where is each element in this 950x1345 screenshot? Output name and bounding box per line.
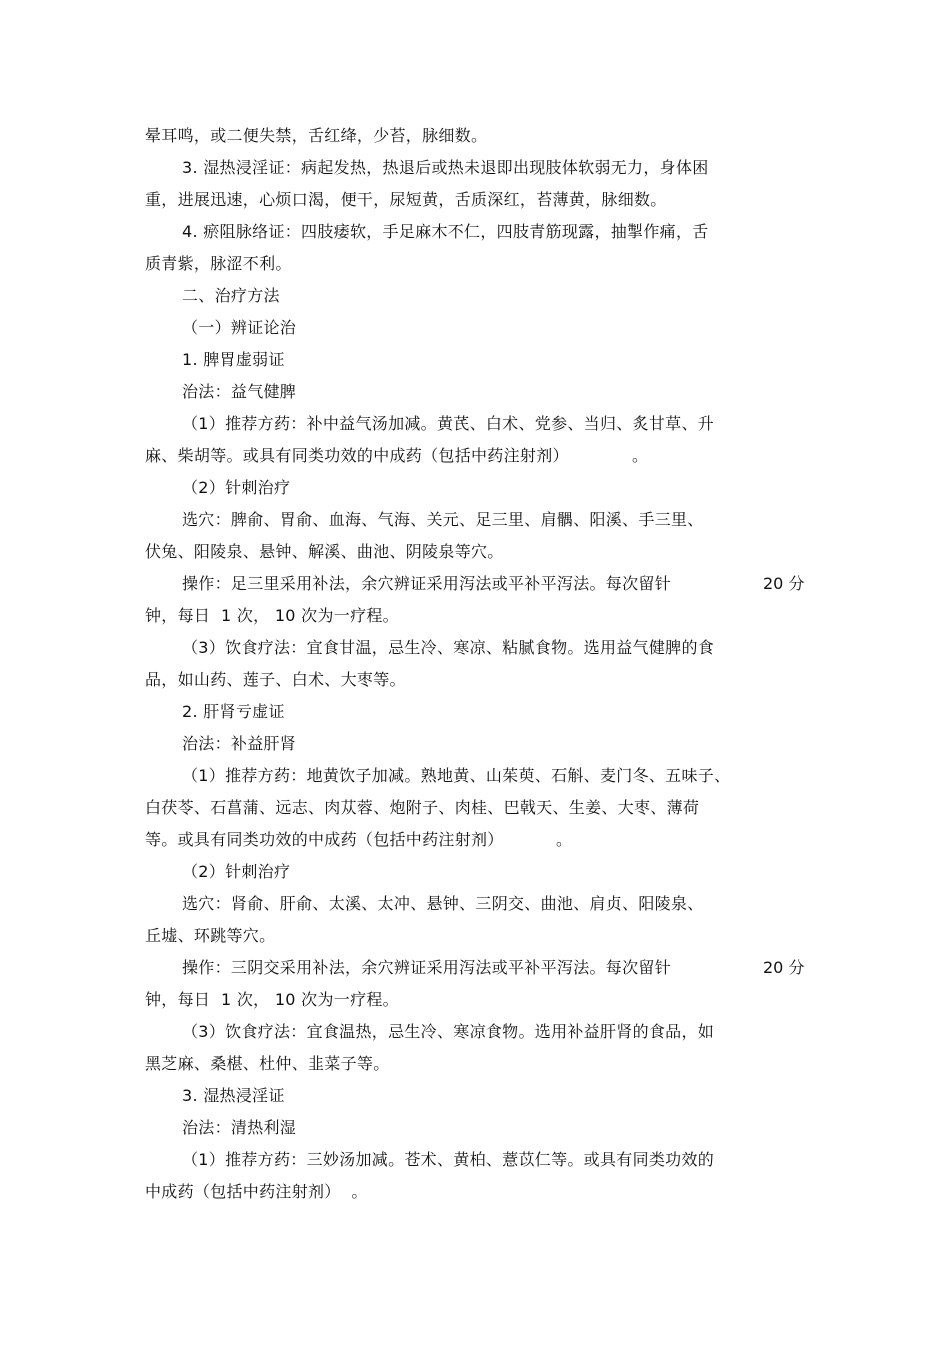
text-line-trail: 。 (556, 830, 573, 849)
text-line: 治法：益气健脾 (182, 382, 297, 401)
text-line: （2）针刺治疗 (182, 478, 291, 497)
text-line: （1）推荐方药：地黄饮子加减。熟地黄、山茱萸、石斛、麦门冬、五味子、 (182, 766, 731, 785)
text-line: 选穴：肾俞、肝俞、太溪、太冲、悬钟、三阴交、曲池、肩贞、阳陵泉、 (182, 894, 704, 913)
text-line: （3）饮食疗法：宜食温热，忌生冷、寒凉食物。选用补益肝肾的食品，如 (182, 1022, 715, 1041)
text-line-trail: 20 分 (763, 958, 805, 977)
text-line: 中成药（包括中药注射剂） 。 (145, 1182, 368, 1201)
text-line: 品，如山药、莲子、白术、大枣等。 (145, 670, 406, 689)
text-line: 晕耳鸣，或二便失禁，舌红绛，少苔，脉细数。 (145, 126, 488, 145)
text-line: 白茯苓、石菖蒲、远志、肉苁蓉、炮附子、肉桂、巴戟天、生姜、大枣、薄荷 (145, 798, 700, 817)
text-line: 操作：三阴交采用补法，余穴辨证采用泻法或平补平泻法。每次留针 (182, 958, 672, 977)
item-heading: 1. 脾胃虚弱证 (182, 350, 285, 369)
item-heading: 3. 湿热浸淫证 (182, 1086, 285, 1105)
text-line: 治法：补益肝肾 (182, 734, 297, 753)
text-line-trail: 20 分 (763, 574, 805, 593)
text-line: 麻、柴胡等。或具有同类功效的中成药（包括中药注射剂） (145, 446, 569, 465)
text-line: 选穴：脾俞、胃俞、血海、气海、关元、足三里、肩髃、阳溪、手三里、 (182, 510, 704, 529)
text-line: 伏兔、阳陵泉、悬钟、解溪、曲池、阴陵泉等穴。 (145, 542, 504, 561)
text-line: （3）饮食疗法：宜食甘温，忌生冷、寒凉、粘腻食物。选用益气健脾的食 (182, 638, 715, 657)
section-heading: 二、治疗方法 (182, 286, 280, 305)
text-line: （2）针刺治疗 (182, 862, 291, 881)
text-line: 操作：足三里采用补法，余穴辨证采用泻法或平补平泻法。每次留针 (182, 574, 672, 593)
text-line: 钟，每日 1 次， 10 次为一疗程。 (145, 990, 399, 1009)
text-line: 丘墟、环跳等穴。 (145, 926, 276, 945)
text-line: 质青紫，脉涩不利。 (145, 254, 292, 273)
text-line: 黑芝麻、桑椹、杜仲、韭菜子等。 (145, 1054, 390, 1073)
subsection-heading: （一）辨证论治 (182, 318, 297, 337)
text-line: 等。或具有同类功效的中成药（包括中药注射剂） (145, 830, 504, 849)
text-line-trail: 。 (632, 446, 649, 465)
text-line: 重，进展迅速，心烦口渴，便干，尿短黄，舌质深红，苔薄黄，脉细数。 (145, 190, 667, 209)
text-line: 3. 湿热浸淫证：病起发热，热退后或热未退即出现肢体软弱无力，身体困 (182, 158, 709, 177)
item-heading: 2. 肝肾亏虚证 (182, 702, 285, 721)
text-line: 钟，每日 1 次， 10 次为一疗程。 (145, 606, 399, 625)
text-line: （1）推荐方药：补中益气汤加减。黄芪、白术、党参、当归、炙甘草、升 (182, 414, 715, 433)
text-line: （1）推荐方药：三妙汤加减。苍术、黄柏、薏苡仁等。或具有同类功效的 (182, 1150, 715, 1169)
text-line: 治法：清热利湿 (182, 1118, 297, 1137)
text-line: 4. 瘀阻脉络证：四肢痿软，手足麻木不仁，四肢青筋现露，抽掣作痛，舌 (182, 222, 709, 241)
